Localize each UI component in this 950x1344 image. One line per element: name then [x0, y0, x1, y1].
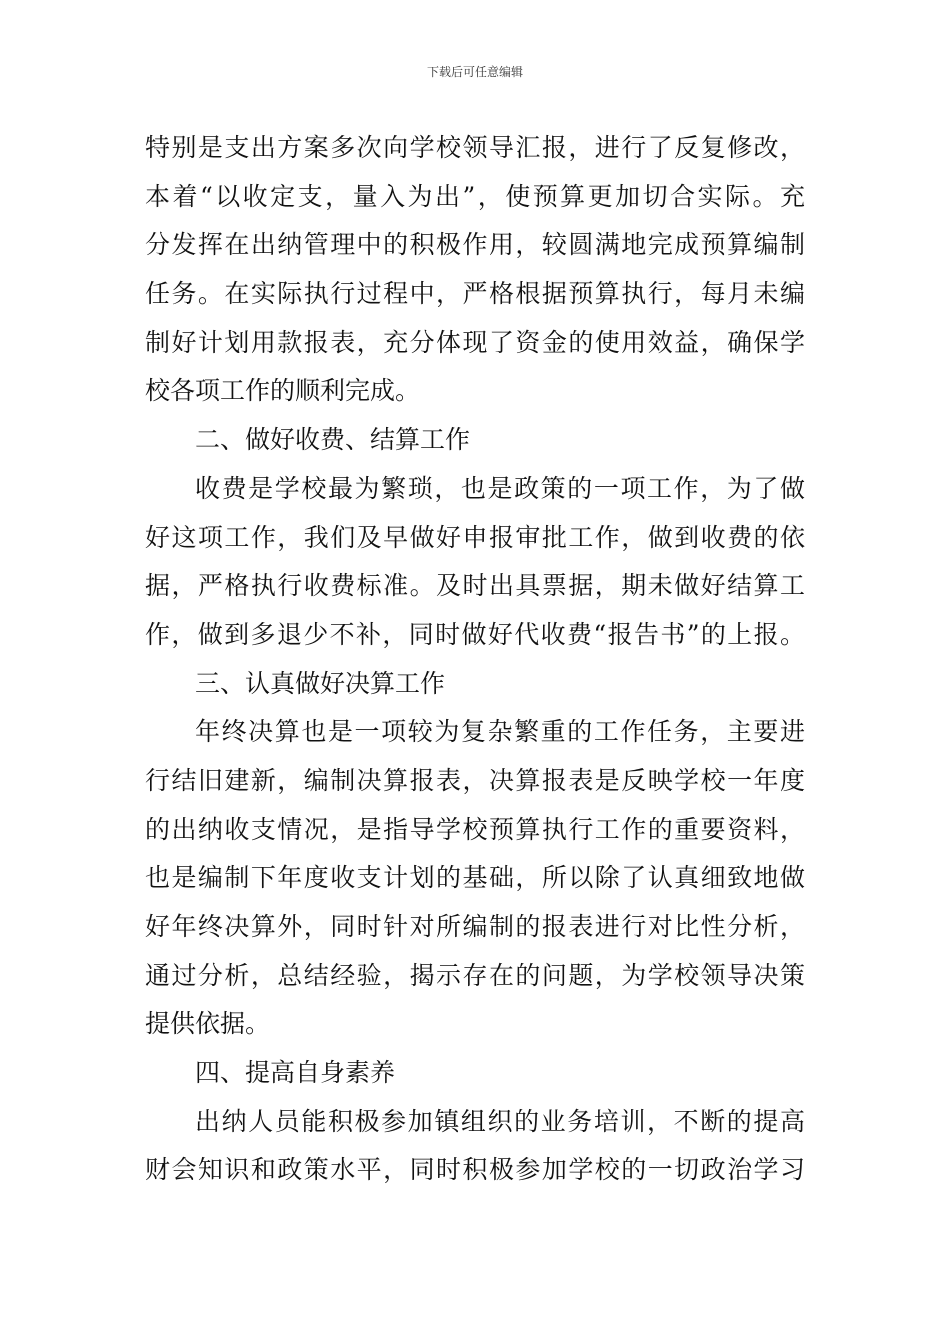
- body-line: 任务。在实际执行过程中，严格根据预算执行，每月未编: [145, 279, 805, 309]
- body-line: 本着“以收定支，量入为出”，使预算更加切合实际。充: [145, 181, 805, 211]
- document-body: [145, 124, 805, 1195]
- body-line: 也是编制下年度收支计划的基础，所以除了认真细致地做: [145, 863, 805, 893]
- body-line: 校各项工作的顺利完成。: [145, 376, 421, 406]
- body-line: 提供依据。: [145, 1009, 271, 1039]
- body-line: 作，做到多退少不补，同时做好代收费“报告书”的上报。: [145, 619, 805, 649]
- section-heading: 三、认真做好决算工作: [195, 668, 446, 698]
- body-line: 好这项工作，我们及早做好申报审批工作，做到收费的依: [145, 522, 805, 552]
- section-heading: 二、做好收费、结算工作: [195, 425, 471, 455]
- body-line: 制好计划用款报表，充分体现了资金的使用效益，确保学: [145, 327, 805, 357]
- page-header: 下载后可任意编辑: [426, 65, 523, 79]
- body-line: 特别是支出方案多次向学校领导汇报，进行了反复修改，: [145, 133, 805, 162]
- body-line: 年终决算也是一项较为复杂繁重的工作任务，主要进: [195, 717, 805, 747]
- body-line: 财会知识和政策水平，同时积极参加学校的一切政治学习: [145, 1155, 805, 1185]
- body-line: 的出纳收支情况，是指导学校预算执行工作的重要资料，: [145, 814, 805, 844]
- body-line: 通过分析，总结经验，揭示存在的问题，为学校领导决策: [145, 960, 805, 990]
- body-line: 行结旧建新，编制决算报表，决算报表是反映学校一年度: [145, 765, 805, 795]
- body-line: 出纳人员能积极参加镇组织的业务培训，不断的提高: [195, 1106, 805, 1136]
- body-line: 好年终决算外，同时针对所编制的报表进行对比性分析，: [145, 912, 805, 941]
- section-heading: 四、提高自身素养: [195, 1058, 396, 1088]
- body-line: 据，严格执行收费标准。及时出具票据，期未做好结算工: [145, 571, 805, 601]
- body-line: 分发挥在出纳管理中的积极作用，较圆满地完成预算编制: [145, 230, 805, 260]
- body-line: 收费是学校最为繁琐，也是政策的一项工作，为了做: [195, 473, 805, 503]
